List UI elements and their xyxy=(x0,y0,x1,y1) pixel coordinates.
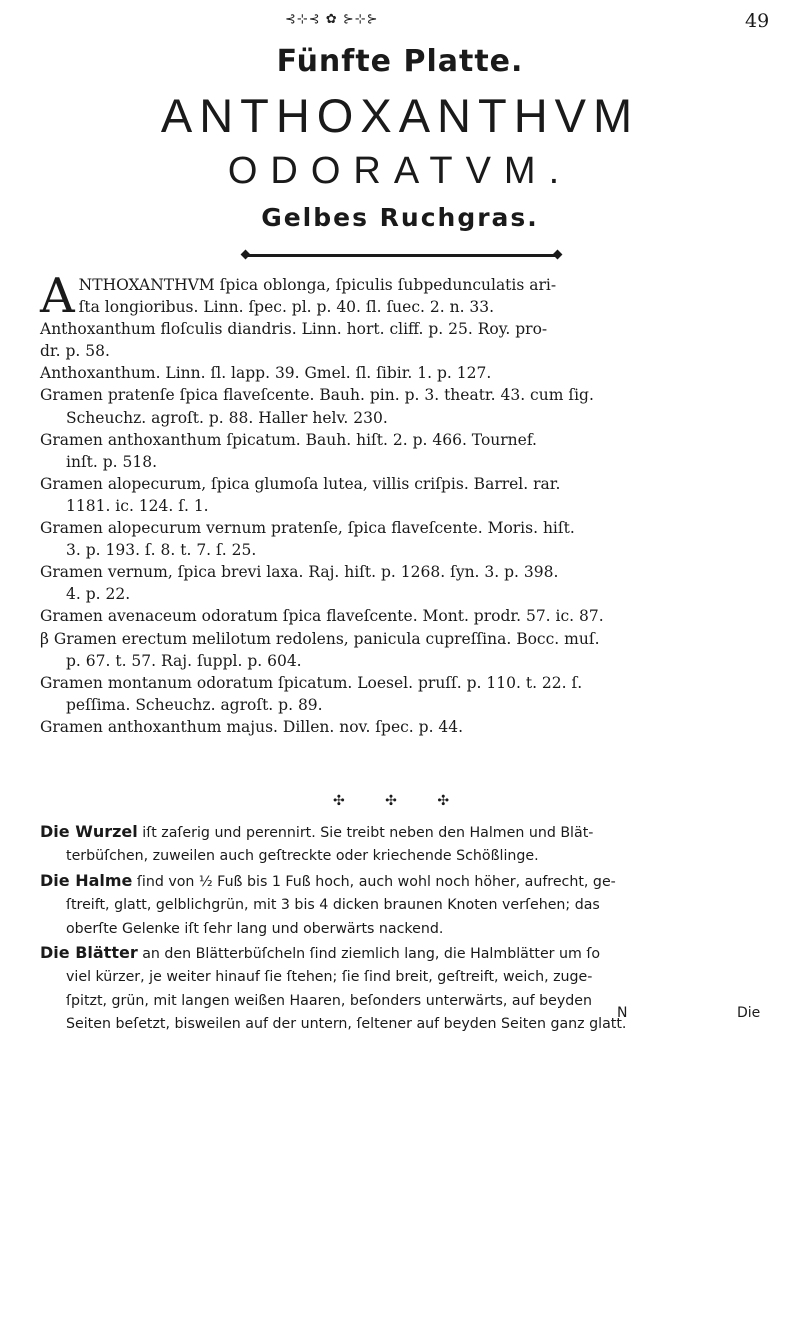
common-name: Gelbes Ruchgras. xyxy=(261,203,539,232)
synonymy-line: dr. p. 58. xyxy=(40,342,110,361)
synonymy-line: β Gramen erectum melilotum redolens, panicula cupreſſina. Bocc. muſ. xyxy=(40,629,600,648)
description-term: Die Wurzel xyxy=(40,822,138,841)
description-line: terbüſchen, zuweilen auch geſtreckte oder kriechende Schößlinge. xyxy=(66,848,539,865)
ornamental-rule xyxy=(248,254,555,257)
synonymy-block xyxy=(40,268,775,738)
synonymy-line: Gramen avenaceum odoratum ſpica flaveſcente. Mont. prodr. 57. ic. 87. xyxy=(40,607,604,626)
description-line: Die Wurzel iſt zaſerig und perennirt. Sie treibt neben den Halmen und Blät- xyxy=(40,822,594,841)
plate-title: Fünfte Platte. xyxy=(276,44,524,79)
section-separator: ✣ ✣ ✣ xyxy=(332,793,468,809)
synonymy-line: Gramen vernum, ſpica brevi laxa. Raj. hiſt. p. 1268. ſyn. 3. p. 398. xyxy=(40,563,559,582)
signature-mark: N xyxy=(617,1005,628,1021)
catchword: Die xyxy=(737,1005,761,1021)
description-line: ſtreift, glatt, gelblichgrün, mit 3 bis 4 dicken braunen Knoten verſehen; das xyxy=(66,897,600,914)
synonymy-line: Anthoxanthum floſculis diandris. Linn. hort. cliff. p. 25. Roy. pro- xyxy=(40,320,548,339)
latin-name-genus: ANTHOXANTHVM xyxy=(160,89,640,142)
synonymy-line: Gramen pratenſe ſpica flaveſcente. Bauh. pin. p. 3. theatr. 43. cum ſig. xyxy=(40,386,594,405)
header-ornament: ⊰⊹⊰ ✿ ⊱⊹⊱ xyxy=(285,12,379,27)
description-block xyxy=(40,820,780,1037)
synonymy-line: peſſima. Scheuchz. agroſt. p. 89. xyxy=(66,695,323,714)
description-term: Die Blätter xyxy=(40,943,138,963)
synonymy-line: Gramen alopecurum, ſpica glumoſa lutea, villis criſpis. Barrel. rar. xyxy=(40,474,561,493)
synonymy-line: 3. p. 193. ſ. 8. t. 7. ſ. 25. xyxy=(66,541,257,560)
synonymy-line: Gramen montanum odoratum ſpicatum. Loesel. pruſſ. p. 110. t. 22. ſ. xyxy=(40,673,583,692)
latin-name-species: ODORATVM. xyxy=(227,150,573,192)
description-line: Die Blätter an den Blätterbüſcheln ſind ziemlich lang, die Halmblätter um ſo xyxy=(40,943,601,963)
synonymy-line: NTHOXANTHVM ſpica oblonga, ſpiculis ſubpedunculatis ari- xyxy=(78,276,557,294)
synonymy-line: ſta longioribus. Linn. ſpec. pl. p. 40. ſl. ſuec. 2. n. 33. xyxy=(78,298,495,317)
synonymy-line: 4. p. 22. xyxy=(66,585,131,604)
description-line: ſpitzt, grün, mit langen weißen Haaren, beſonders unterwärts, auf beyden xyxy=(66,992,592,1009)
description-line: Seiten beſetzt, bisweilen auf der untern, ſeltener auf beyden Seiten ganz glatt. xyxy=(66,1016,627,1033)
synonymy-line: 1181. ic. 124. ſ. 1. xyxy=(66,496,209,515)
description-line: Die Halme ſind von ½ Fuß bis 1 Fuß hoch, auch wohl noch höher, aufrecht, ge- xyxy=(40,870,616,890)
synonymy-line: Anthoxanthum. Linn. ſl. lapp. 39. Gmel. ſl. ſibir. 1. p. 127. xyxy=(40,364,492,383)
synonymy-line: inſt. p. 518. xyxy=(66,452,158,471)
synonymy-line: Gramen alopecurum vernum pratenſe, ſpica flaveſcente. Moris. hiſt. xyxy=(40,519,575,538)
drop-cap: A xyxy=(40,268,75,324)
synonymy-line: Gramen anthoxanthum majus. Dillen. nov. ſpec. p. 44. xyxy=(40,717,464,736)
description-line: viel kürzer, je weiter hinauf ſie ſtehen; ſie ſind breit, geſtreift, weich, zuge- xyxy=(66,969,593,986)
synonymy-line: p. 67. t. 57. Raj. ſuppl. p. 604. xyxy=(66,651,302,670)
page-number: 49 xyxy=(745,10,770,32)
description-line: oberſte Gelenke iſt ſehr lang und oberwärts nackend. xyxy=(66,920,444,937)
description-term: Die Halme xyxy=(40,870,133,890)
synonymy-line: Scheuchz. agroſt. p. 88. Haller helv. 230. xyxy=(66,408,388,427)
synonymy-line: Gramen anthoxanthum ſpicatum. Bauh. hiſt. 2. p. 466. Tournef. xyxy=(40,430,537,449)
